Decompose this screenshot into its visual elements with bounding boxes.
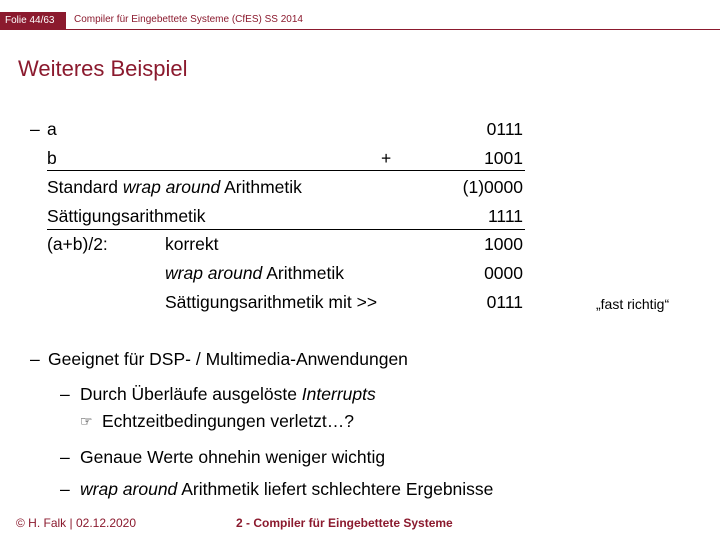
slide-number: Folie 44/63 xyxy=(0,12,66,29)
slide-title: Weiteres Beispiel xyxy=(18,56,188,81)
saturation-shift-label: Sättigungsarithmetik mit >> xyxy=(165,292,378,312)
average-rule xyxy=(47,229,525,230)
operand-b-label: b xyxy=(47,148,57,168)
wraparound-label: wrap around Arithmetik xyxy=(165,263,344,283)
plus-sign: + xyxy=(381,148,392,168)
saturation-shift-value: 0111 xyxy=(486,292,523,312)
standard-wraparound-label: Standard wrap around Arithmetik xyxy=(47,177,302,197)
operand-a-value: 0111 xyxy=(486,119,523,139)
saturation-value: 1111 xyxy=(487,206,523,226)
fast-richtig-note: „fast richtig“ xyxy=(596,296,670,312)
standard-wraparound-value: (1)0000 xyxy=(462,177,523,197)
course-title: Compiler für Eingebettete Systeme (CfES) SS 2014 xyxy=(74,14,303,25)
sub-bullet-dash: – xyxy=(60,384,70,404)
half-sum-label: (a+b)/2: xyxy=(47,234,108,254)
correct-label: korrekt xyxy=(165,234,219,254)
operand-a-label: a xyxy=(47,119,57,139)
correct-value: 1000 xyxy=(484,234,523,254)
sub-bullet-realtime: Echtzeitbedingungen verletzt…? xyxy=(102,411,354,431)
sub-bullet-exact: Genaue Werte ohnehin weniger wichtig xyxy=(80,447,386,467)
bullet-suitable: Geeignet für DSP- / Multimedia-Anwendungen xyxy=(48,349,408,369)
sub-bullet-dash: – xyxy=(60,479,70,499)
saturation-label: Sättigungsarithmetik xyxy=(47,206,206,226)
example-bullet-dash: – xyxy=(30,119,40,139)
footer-author-date: © H. Falk | 02.12.2020 xyxy=(16,516,137,530)
wraparound-value: 0000 xyxy=(484,263,523,283)
sum-rule xyxy=(47,170,525,171)
operand-b-value: 1001 xyxy=(484,148,523,168)
sub-bullet-worse-results: wrap around Arithmetik liefert schlechtere Ergebnisse xyxy=(80,479,494,499)
pointing-hand-icon: ☞ xyxy=(80,413,93,429)
sub-bullet-dash: – xyxy=(60,447,70,467)
sub-bullet-overflow: Durch Überläufe ausgelöste Interrupts xyxy=(80,384,376,404)
footer-lecture-title: 2 - Compiler für Eingebettete Systeme xyxy=(236,516,453,530)
bullet-dash: – xyxy=(30,349,40,369)
header-divider xyxy=(0,29,720,30)
